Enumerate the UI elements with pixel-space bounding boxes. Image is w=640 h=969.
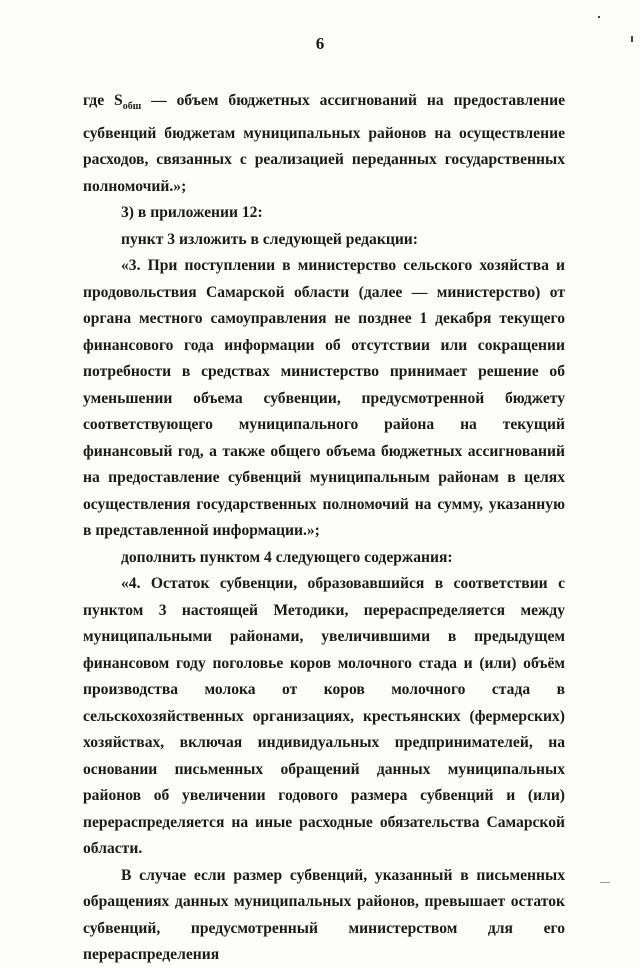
scan-speck [600, 882, 610, 883]
paragraph-formula-definition [83, 88, 565, 200]
paragraph-appendix-12: 3) в приложении 12: [121, 204, 263, 222]
paragraph-case-exceeds: В случае если размер субвенций, указанный в письменных обращениях данных муниципальных районов, превышает остаток субвенций, предусмотренный министерством для его перераспределения [83, 866, 565, 964]
paragraph-point-4: «4. Остаток субвенции, образовавшийся в соответствии с пунктом 3 настоящей Методики, перераспределяется между муниципальными районами, увеличившими в предыдущем финансовом году поголовье коров молочного стада и (или) объём производства молока от коров молочного стада в сельскохозяйственных организациях, крестьянских (фермерских) хозяйствах, включая индивидуальных предпринимателей, на основании письменных обращений данных муниципальных районов об увеличении годового размера субвенций и (или) перераспределяется на иные расходные обязательства Самарской области. [83, 575, 565, 858]
paragraph-point-4-intro: дополнить пунктом 4 следующего содержания: [121, 548, 453, 566]
formula-subscript: обш [122, 101, 142, 113]
document-body [83, 88, 565, 969]
paragraph-point-3-intro: пункт 3 изложить в следующей редакции: [121, 230, 418, 248]
paragraph-text-start: где S [83, 92, 123, 109]
page-number: 6 [315, 34, 325, 53]
scan-speck [598, 16, 600, 18]
paragraph-text-end: — объем бюджетных ассигнований на предоставление субвенций бюджетам муниципальных районов на осуществление расходов, связанных с реализацией переданных государственных полномочий.»; [83, 92, 565, 195]
paragraph-point-3: «3. При поступлении в министерство сельского хозяйства и продовольствия Самарской области (далее — министерство) от органа местного самоуправления не позднее 1 декабря текущего финансового года информации об отсутствии или сокращении потребности в средствах министерство принимает решение об уменьшении объема субвенции, предусмотренной бюджету соответствующего муниципального района на текущий финансовый год, а также общего объема бюджетных ассигнований на предоставление субвенций муниципальным районам в целях осуществления государственных полномочий на сумму, указанную в представленной информации.»; [83, 257, 565, 540]
